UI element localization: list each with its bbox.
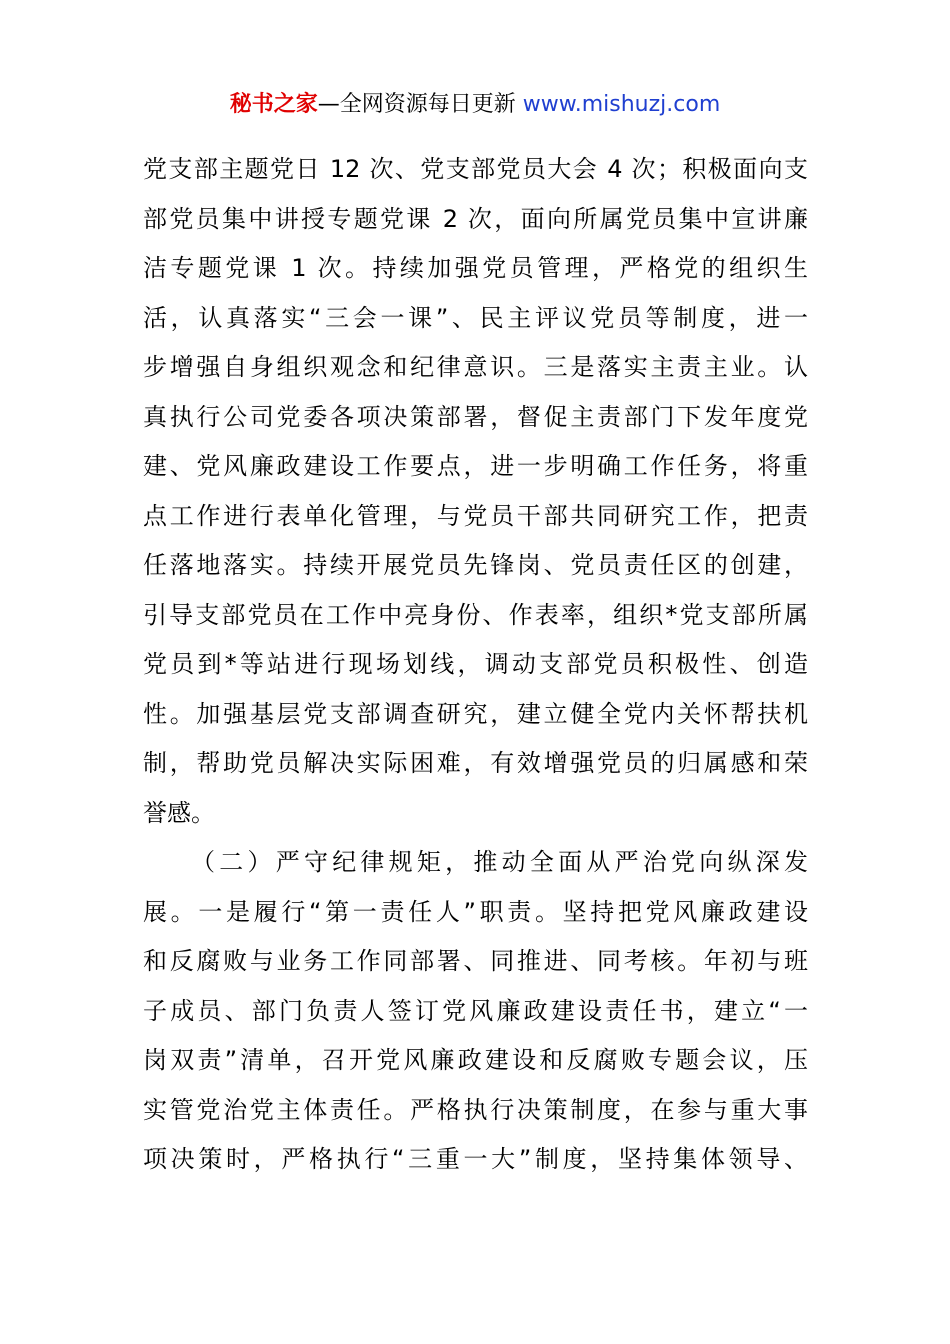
text-line: 子成员、部门负责人签订党风廉政建设责任书，建立“一 xyxy=(143,996,808,1025)
text-line: 真执行公司党委各项决策部署，督促主责部门下发年度党 xyxy=(143,402,808,431)
page-header xyxy=(0,89,950,121)
document-body xyxy=(143,145,808,1185)
text-line: 洁专题党课 1 次。持续加强党员管理，严格党的组织生 xyxy=(143,254,808,282)
text-line: 建、党风廉政建设工作要点，进一步明确工作任务，将重 xyxy=(143,452,808,480)
text-line: 岗双责”清单，召开党风廉政建设和反腐败专题会议，压 xyxy=(143,1046,808,1074)
text-line: 展。一是履行“第一责任人”职责。坚持把党风廉政建设 xyxy=(143,897,808,926)
site-url-link[interactable]: www.mishuzj.com xyxy=(522,92,721,117)
text-line: 项决策时，严格执行“三重一大”制度，坚持集体领导、 xyxy=(143,1145,808,1173)
text-line: 制，帮助党员解决实际困难，有效增强党员的归属感和荣 xyxy=(143,749,808,777)
text-line: 步增强自身组织观念和纪律意识。三是落实主责主业。认 xyxy=(143,353,808,381)
brand-name: 秘书之家 xyxy=(229,92,318,117)
text-line: 任落地落实。持续开展党员先锋岗、党员责任区的创建， xyxy=(143,551,808,579)
text-line: 点工作进行表单化管理，与党员干部共同研究工作，把责 xyxy=(143,501,808,530)
text-line: 性。加强基层党支部调查研究，建立健全党内关怀帮扶机 xyxy=(143,699,808,728)
section-heading-line: （二）严守纪律规矩，推动全面从严治党向纵深发 xyxy=(191,848,808,876)
header-tagline: —全网资源每日更新 xyxy=(317,92,523,117)
text-line: 党员到*等站进行现场划线，调动支部党员积极性、创造 xyxy=(143,650,808,678)
text-line: 活，认真落实“三会一课”、民主评议党员等制度，进一 xyxy=(143,303,808,332)
text-line: 引导支部党员在工作中亮身份、作表率，组织*党支部所属 xyxy=(143,600,808,629)
text-line: 党支部主题党日 12 次、党支部党员大会 4 次；积极面向支 xyxy=(143,155,808,183)
paragraph-end-line: 誉感。 xyxy=(143,798,215,827)
text-line: 和反腐败与业务工作同部署、同推进、同考核。年初与班 xyxy=(143,947,808,975)
text-line: 部党员集中讲授专题党课 2 次，面向所属党员集中宣讲廉 xyxy=(143,204,808,233)
text-line: 实管党治党主体责任。严格执行决策制度，在参与重大事 xyxy=(143,1095,808,1124)
